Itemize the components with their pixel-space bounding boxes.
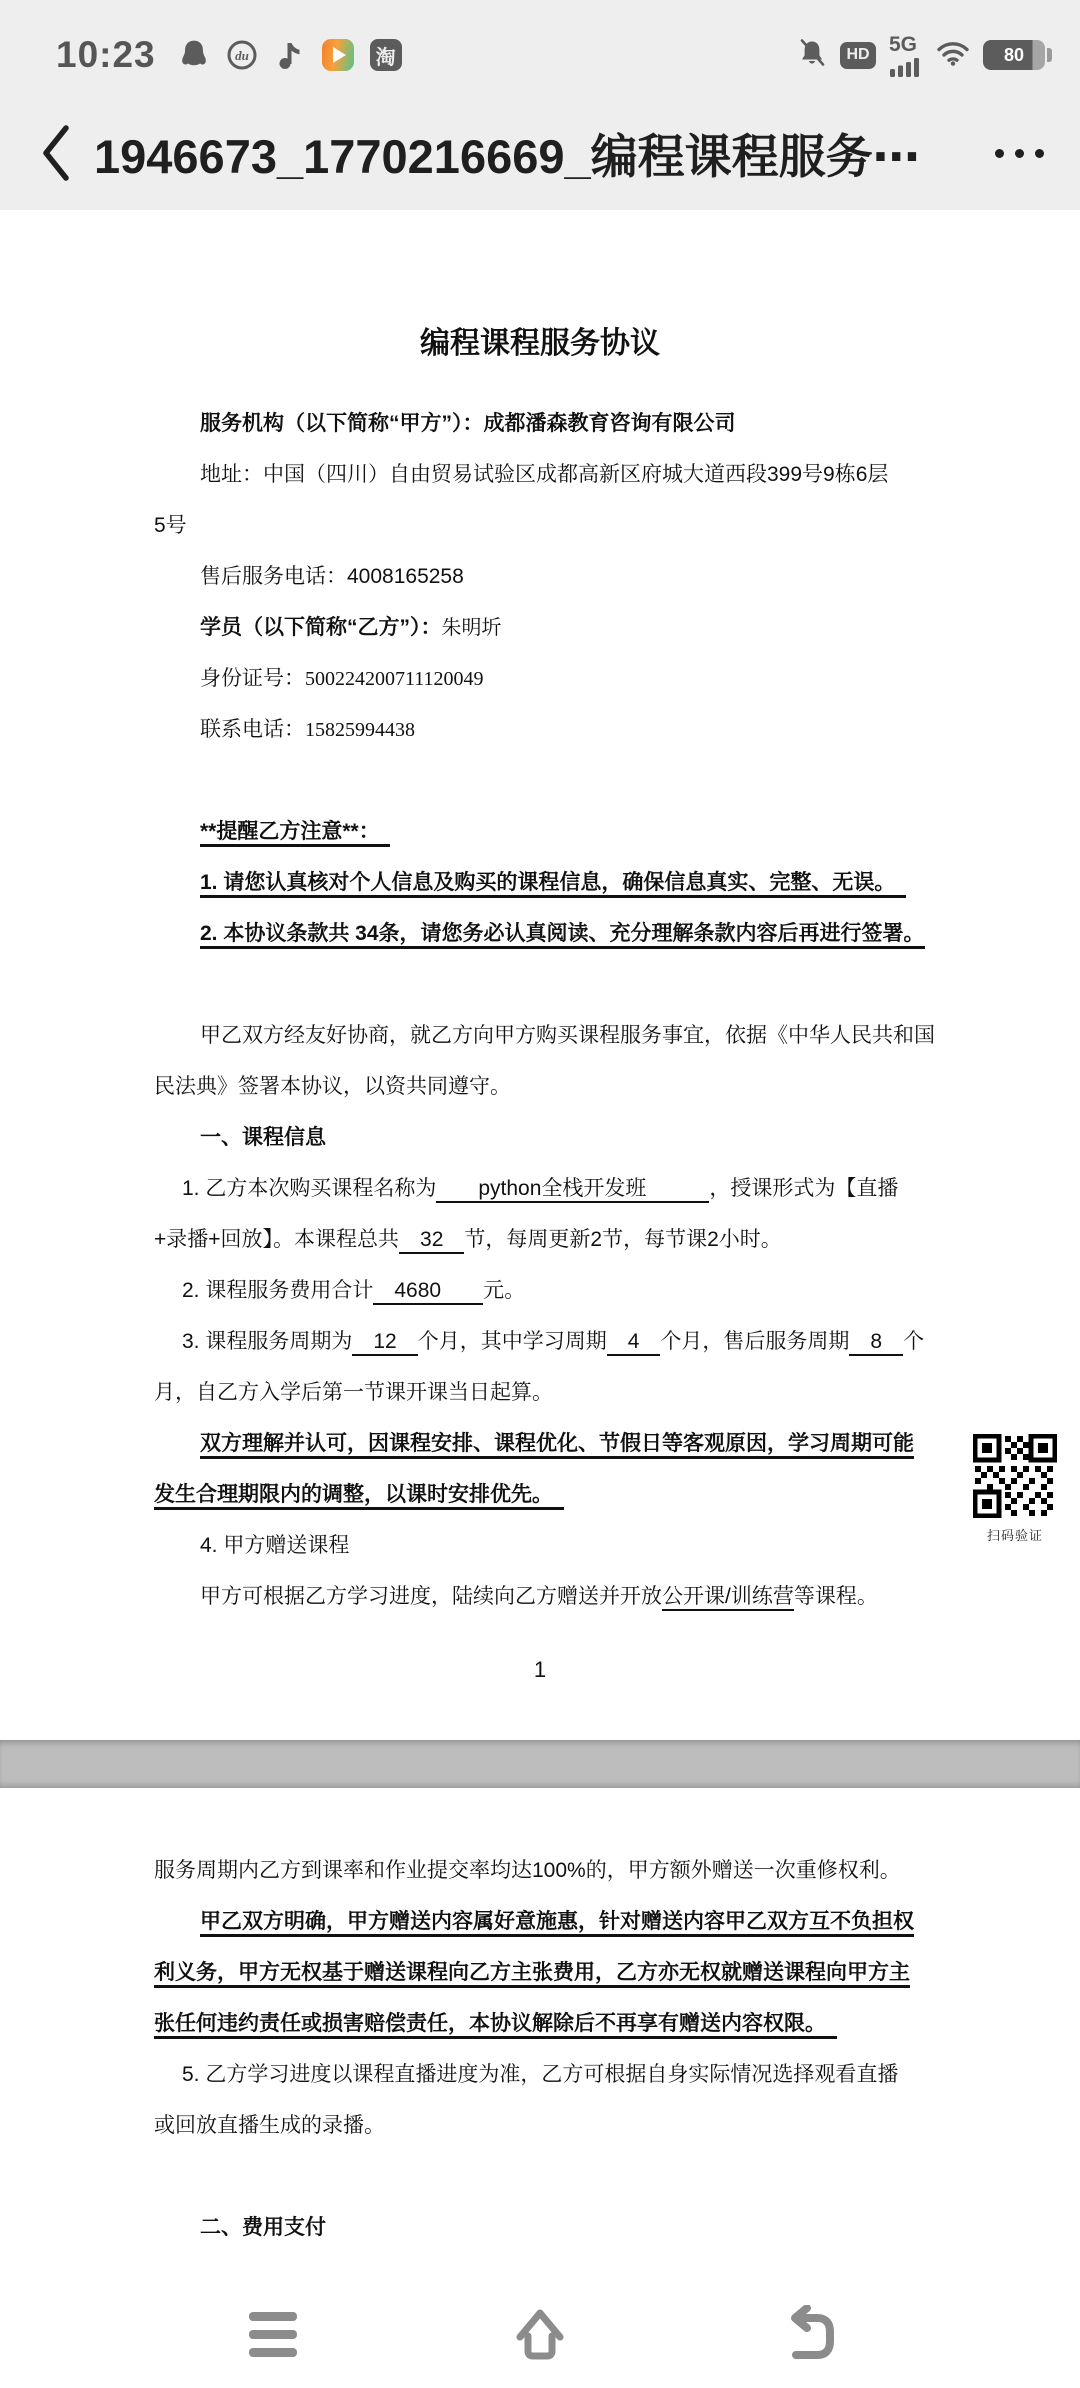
- mute-bell-icon: [797, 38, 827, 73]
- doc-line: 民法典》签署本协议，以资共同遵守。: [154, 1075, 511, 1098]
- back-button[interactable]: [28, 113, 84, 193]
- qq-icon: [178, 39, 210, 71]
- baidu-icon: [226, 39, 258, 71]
- system-status-icons: [797, 34, 1052, 77]
- doc-line: 5号: [154, 514, 187, 537]
- doc-line: 服务周期内乙方到课率和作业提交率均达100%的，甲方额外赠送一次重修权利。: [154, 1859, 901, 1882]
- wifi-icon: [936, 39, 970, 71]
- doc-line: 一、课程信息: [200, 1126, 326, 1149]
- page-separator: [0, 1740, 1080, 1788]
- doc-line: 4. 甲方赠送课程: [200, 1534, 350, 1557]
- doc-line: 地址：中国（四川）自由贸易试验区成都高新区府城大道西段399号9栋6层: [200, 463, 889, 486]
- doc-line: +录播+回放】。本课程总共 32 节，每周更新2节，每节课2小时。: [154, 1214, 1000, 1265]
- doc-line: 3. 课程服务周期为 12 个月，其中学习周期 4 个月，售后服务周期 8 个: [154, 1316, 1000, 1367]
- doc-line: 甲乙双方经友好协商，就乙方向甲方购买课程服务事宜，依据《中华人民共和国: [200, 1024, 935, 1047]
- home-button[interactable]: [480, 2289, 600, 2379]
- document-title: 1946673_1770216669_编程课程服务⋯: [94, 129, 920, 183]
- doc-line: [154, 2151, 1000, 2202]
- battery-percent: 80: [1003, 44, 1025, 65]
- android-nav-bar: [0, 2280, 1080, 2388]
- status-bar: [0, 0, 1080, 96]
- more-options-button[interactable]: [989, 131, 1050, 176]
- doc-line: 二、费用支付: [200, 2216, 326, 2239]
- qr-caption: 扫码验证: [986, 1528, 1043, 1543]
- doc-line: 月，自乙方入学后第一节课开课当日起算。: [154, 1381, 553, 1404]
- doc-line: 或回放直播生成的录播。: [154, 2114, 385, 2137]
- doc-line: 张任何违约责任或损害赔偿责任，本协议解除后不再享有赠送内容权限。: [154, 1998, 1000, 2049]
- page2-body: [154, 1845, 1000, 2253]
- back-arrow-icon: [777, 2305, 837, 2363]
- doc-line: 2. 本协议条款共 34条，请您务必认真阅读、充分理解条款内容后再进行签署。: [154, 908, 1000, 959]
- doc-line: 1. 乙方本次购买课程名称为 python全栈开发班 ，授课形式为【直播: [154, 1163, 1000, 1214]
- menu-icon: [249, 2312, 297, 2357]
- page1-body: [154, 398, 1000, 1622]
- contract-title: 编程课程服务协议: [420, 327, 660, 360]
- doc-line: 利义务，甲方无权基于赠送课程向乙方主张费用，乙方亦无权就赠送课程向甲方主: [154, 1947, 1000, 1998]
- doc-line: 学员（以下简称“乙方”）：朱明圻: [200, 616, 502, 639]
- doc-line: 5. 乙方学习进度以课程直播进度为准，乙方可根据自身实际情况选择观看直播: [182, 2063, 899, 2086]
- recents-button[interactable]: [213, 2289, 333, 2379]
- page-number: 1: [533, 1657, 547, 1682]
- document-page-1[interactable]: [0, 210, 1080, 1740]
- back-chevron-icon: [34, 120, 78, 186]
- notification-icons: [178, 39, 402, 71]
- doc-line: 服务机构（以下简称“甲方”）：成都潘森教育咨询有限公司: [200, 412, 736, 435]
- doc-line: 1. 请您认真核对个人信息及购买的课程信息，确保信息真实、完整、无误。: [154, 857, 1000, 908]
- doc-line: 联系电话：15825994438: [200, 718, 415, 741]
- doc-line: [154, 755, 1000, 806]
- document-page-2[interactable]: [0, 1788, 1080, 2280]
- tencent-video-icon: [322, 39, 354, 71]
- doc-line: 发生合理期限内的调整，以课时安排优先。: [154, 1469, 1000, 1520]
- svg-text:du: du: [234, 48, 249, 63]
- doc-line: **提醒乙方注意**：: [154, 806, 1000, 857]
- qr-verification: [960, 1434, 1070, 1544]
- doc-line: 甲乙双方明确，甲方赠送内容属好意施惠，针对赠送内容甲乙双方互不负担权: [154, 1896, 1000, 1947]
- cell-signal-icon: 5G: [889, 34, 923, 77]
- doc-line: 售后服务电话：4008165258: [200, 565, 464, 588]
- clock: 10:23: [56, 34, 156, 75]
- back-nav-button[interactable]: [747, 2289, 867, 2379]
- doc-line: 双方理解并认可，因课程安排、课程优化、节假日等客观原因，学习周期可能: [154, 1418, 1000, 1469]
- doc-line: [154, 959, 1000, 1010]
- taobao-icon: 淘: [370, 39, 402, 71]
- doc-line: 2. 课程服务费用合计 4680 元。: [154, 1265, 1000, 1316]
- doc-line: 甲方可根据乙方学习进度，陆续向乙方赠送并开放公开课/训练营等课程。: [154, 1571, 1000, 1622]
- doc-line: 身份证号：500224200711120049: [200, 667, 484, 690]
- hd-badge: HD: [840, 42, 876, 69]
- tiktok-icon: [274, 39, 306, 71]
- title-bar: [0, 96, 1080, 210]
- home-icon: [509, 2305, 571, 2363]
- qr-code: [973, 1434, 1057, 1518]
- battery-icon: [983, 40, 1052, 70]
